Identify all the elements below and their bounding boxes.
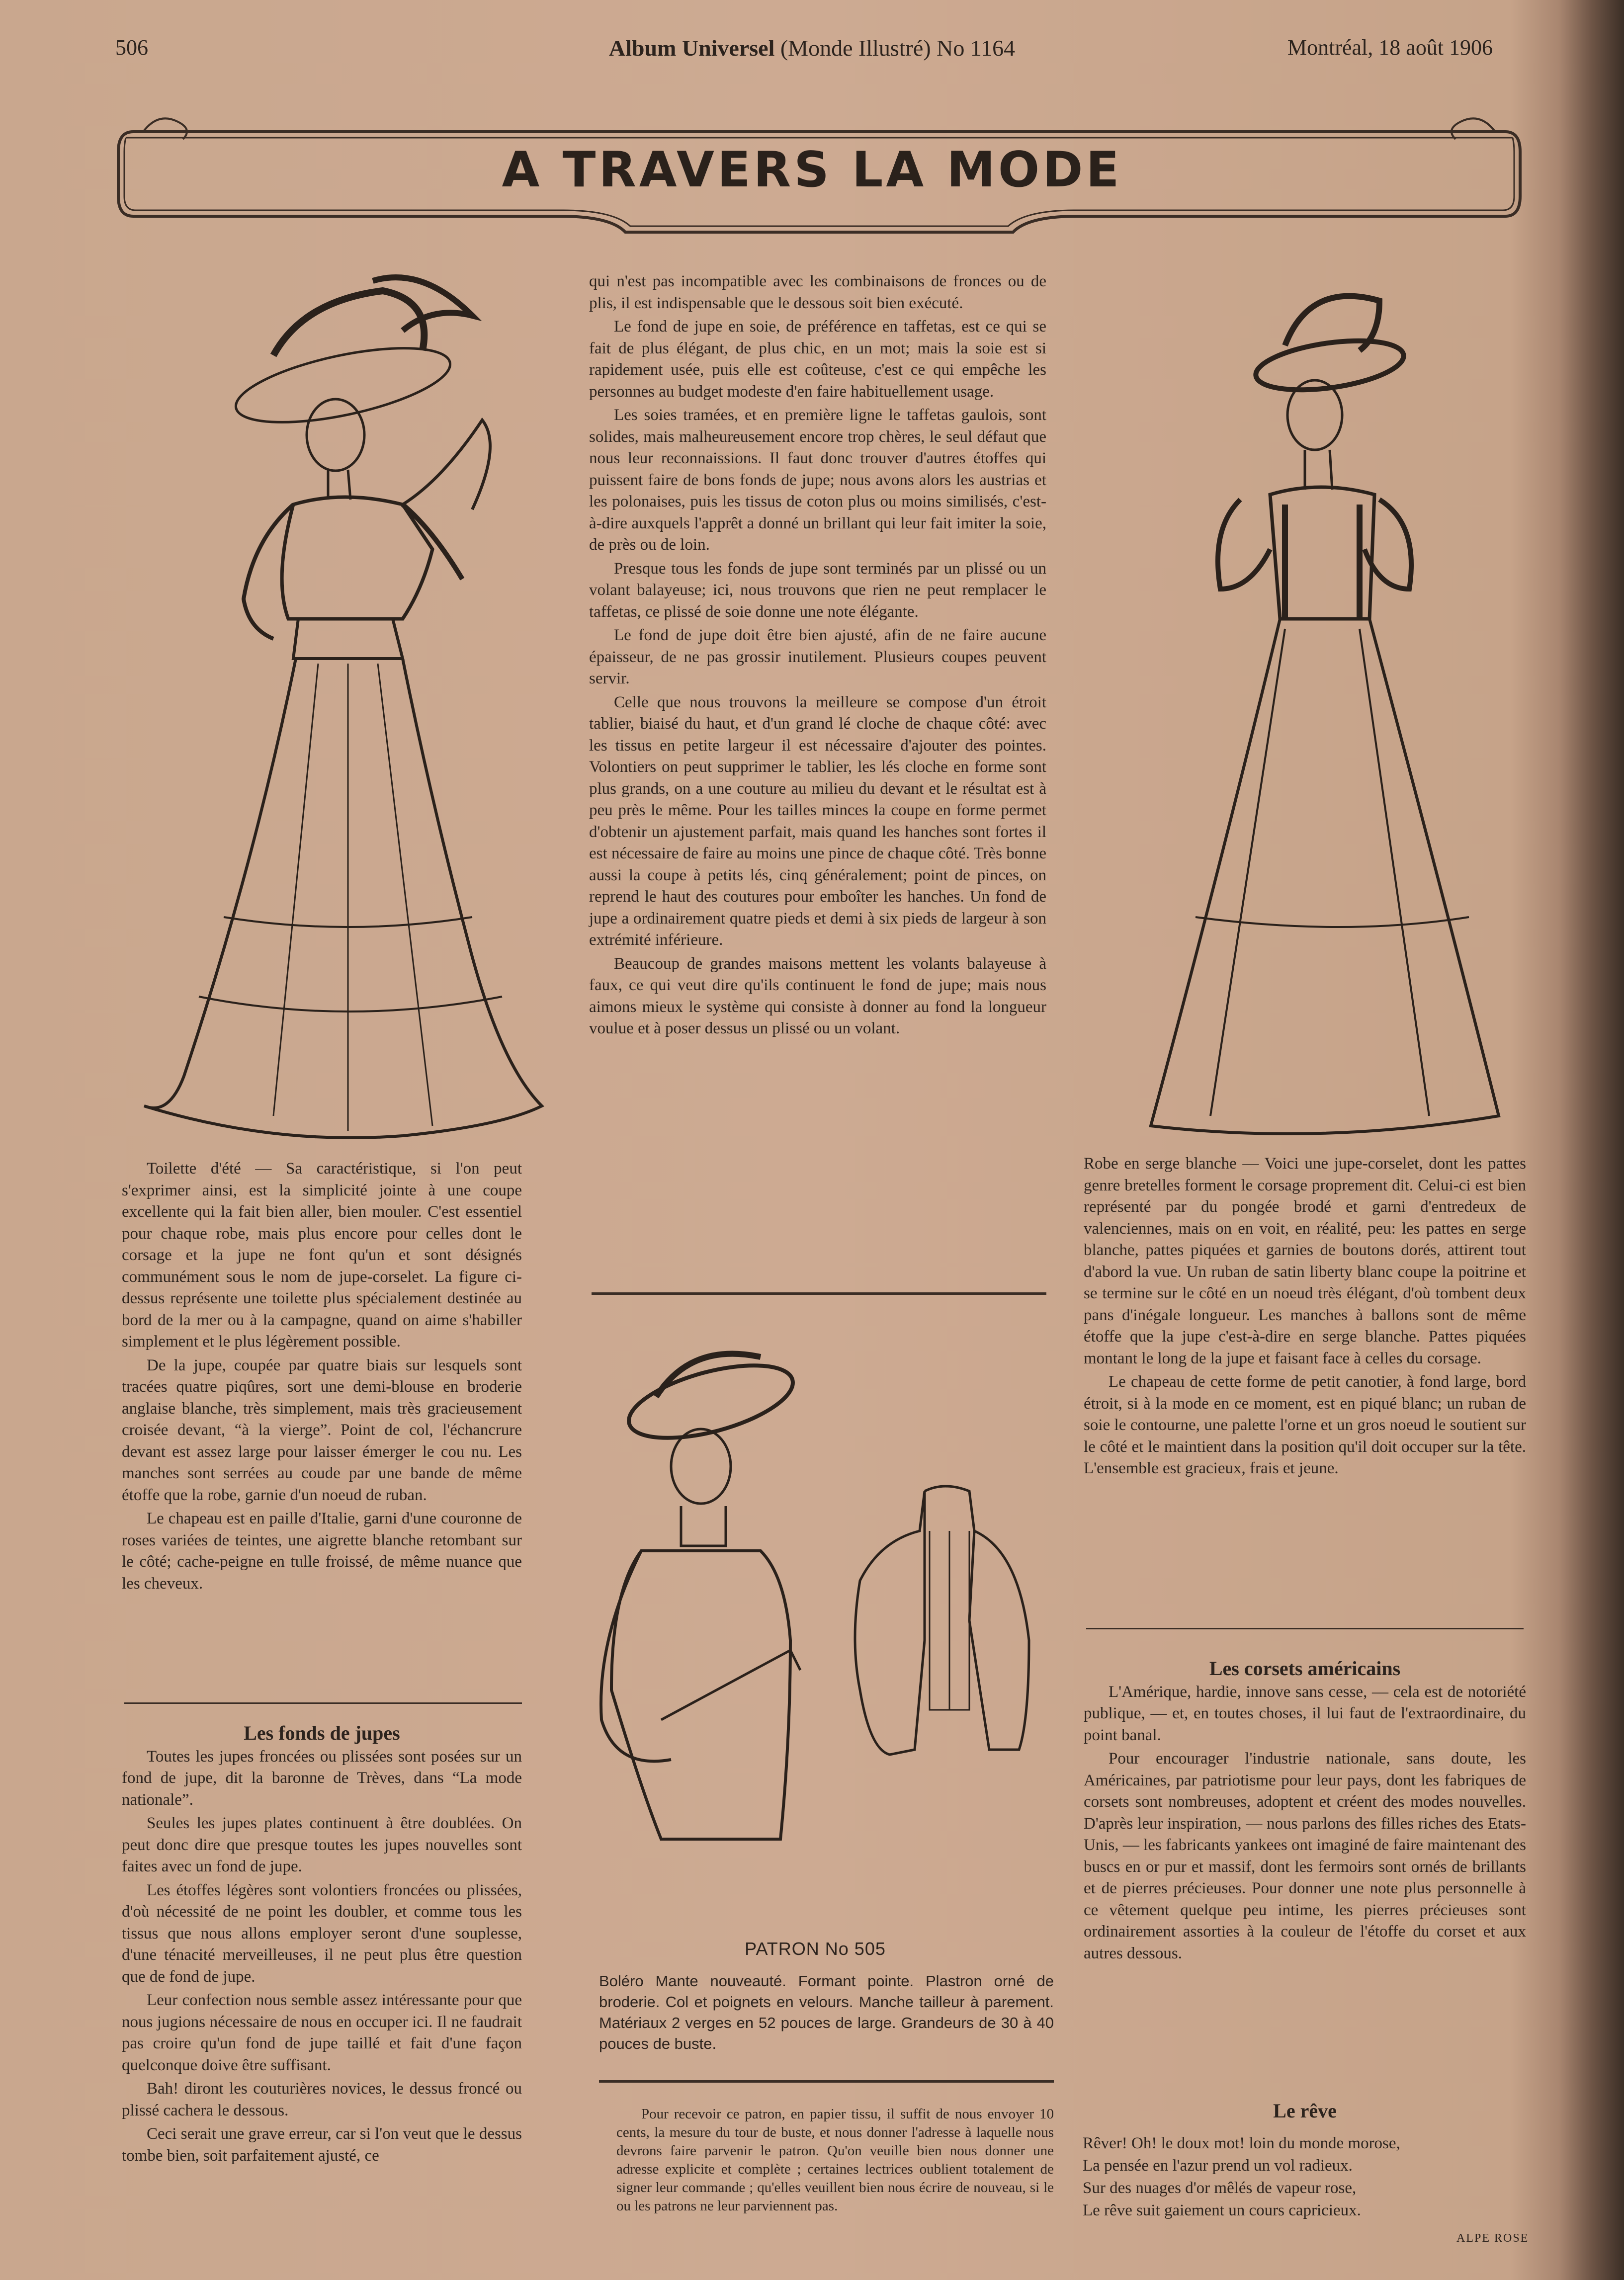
poem-line: La pensée en l'azur prend un vol radieux. — [1083, 2157, 1353, 2175]
paragraph: L'Amérique, hardie, innove sans cesse, — cela est de notoriété publique, — et, en toutes choses, il lui faut de l'extraordinaire, du point banal. — [1084, 1683, 1526, 1744]
page-title: A TRAVERS LA MODE — [502, 142, 1122, 198]
section-heading: Les fonds de jupes — [244, 1722, 400, 1744]
pattern-caption: PATRON No 505 — [745, 1939, 886, 1959]
column-right-caption — [1084, 1153, 1526, 1482]
pattern-description: Boléro Mante nouveauté. Formant pointe. Plastron orné de broderie. Col et poignets en velours. Manche tailleur à parement. Matériaux 2 verges en 52 pouces de large. Grandeurs de 30 à 40 pouces de buste. — [599, 1972, 1054, 2052]
poem-line: Le rêve suit gaiement un cours capricieux. — [1083, 2201, 1361, 2219]
poem-line: Sur des nuages d'or mêlés de vapeur rose, — [1083, 2179, 1357, 2197]
paragraph: Le fond de jupe en soie, de préférence en taffetas, est ce qui se fait de plus élégant, de plus chic, en un mot; mais la soie est si rapidement usée, puis elle est coûteuse, c'est ce qui empêche les personnes au budget modeste d'en faire habituellement usage. — [589, 318, 1046, 401]
poem — [1083, 2132, 1515, 2222]
fashion-illustration-right — [1121, 271, 1529, 1146]
paragraph: Beaucoup de grandes maisons mettent les volants balayeuse à faux, ce qui veut dire qu'ils continuent le fond de jupe; mais nous aimons mieux le système qui consiste à donner au fond la longueur voulue et à poser dessus un plissé ou un volant. — [589, 954, 1046, 1037]
column-left-caption — [122, 1158, 522, 1597]
paragraph: Les étoffes légères sont volontiers froncées ou plissées, d'où nécessité de ne point les doubler, et comme tous les tissus que nous allons employer seront d'une souplesse, d'une ténacité merveilleuses, il ne peut plus être question que de fond de jupe. — [122, 1881, 522, 1986]
paragraph: Pour recevoir ce patron, en papier tissu, il suffit de nous envoyer 10 cents, la mesure du tour de buste, et nous donner l'adresse à laquelle nous devrons faire parvenir le patron. Qu'on veuille bien nous donner une adresse explicite et complète ; certaines lectrices oublient totalement de signer leur commande ; qu'elles veuillent bien nous écrire de nouveau, si le ou les patrons ne leur parviennent pas. — [616, 2106, 1054, 2214]
paragraph: Seules les jupes plates continuent à être doublées. On peut donc dire que presque toutes les jupes nouvelles sont faites avec un fond de jupe. — [122, 1814, 522, 1875]
column-left-article — [122, 1722, 522, 2169]
poem-signature: ALPE ROSE — [1456, 2232, 1529, 2245]
pattern-illustration — [582, 1342, 1059, 1929]
page-number: 506 — [115, 35, 148, 60]
poem-line: Rêver! Oh! le doux mot! loin du monde morose, — [1083, 2134, 1400, 2152]
paragraph: Toilette d'été — Sa caractéristique, si l'on peut s'exprimer ainsi, est la simplicité jointe à une coupe excellente qui la fait bien aller, bien mouler. C'est essentiel pour chaque robe, mais plus encore pour celles dont le corsage et la jupe ne font qu'un et sont désignés communément sous le nom de jupe-corselet. La figure ci-dessus représente une toilette plus spécialement destinée au bord de la mer ou à la campagne, quand on aime s'habiller simplement et le plus légèrement possible. — [122, 1160, 522, 1351]
paragraph: Leur confection nous semble assez intéressante pour que nous jugions nécessaire de nous en occuper ici. Il ne faudrait pas croire qu'un fond de jupe taillé et fait d'une façon quelconque doive être suffisant. — [122, 1991, 522, 2074]
column-divider — [1086, 1628, 1524, 1629]
publication-issue: (Monde Illustré) No 1164 — [774, 35, 1016, 61]
paragraph: Le chapeau de cette forme de petit canotier, à fond large, bord étroit, si à la mode en ce moment, est en piqué blanc; un ruban de soie le contourne, une palette l'orne et un gros noeud le soutient sur le côté et le maintient dans la position qu'il doit occuper sur la tête. L'ensemble est gracieux, frais et jeune. — [1084, 1373, 1526, 1477]
column-divider — [599, 2080, 1054, 2083]
paragraph: Bah! diront les couturières novices, le dessus froncé ou plissé cachera le dessous. — [122, 2080, 522, 2119]
poem-heading-block — [1084, 2100, 1526, 2122]
column-divider — [592, 1292, 1046, 1295]
paragraph: Presque tous les fonds de jupe sont terminés par un plissé ou un volant balayeuse; ici, nous trouvons que rien ne peut remplacer le taffetas, ce plissé de soie donne une note élégante. — [589, 559, 1046, 621]
issue-date: Montréal, 18 août 1906 — [1287, 35, 1493, 60]
paragraph: De la jupe, coupée par quatre biais sur lesquels sont tracées quatre piqûres, sort une demi-blouse en broderie anglaise blanche, très simplement, mais très gracieusement croisée devant, “à la vierge”. Point de col, l'échancrure devant est assez large pour laisser émerger le cou nu. Les manches sont serrées au coude par une bande de même étoffe que la robe, garnie d'un noeud de ruban. — [122, 1356, 522, 1504]
paragraph: Les soies tramées, et en première ligne le taffetas gaulois, sont solides, mais malheureusement encore trop chères, le seul défaut que nous leur reconnaissions. Il faut donc trouver d'autres étoffes qui puissent faire de bons fonds de jupe; nous avons alors les austrias et les polonaises, puis les tissus de coton plus ou moins similisés, c'est-à-dire auxquels l'apprêt a donné un brillant qui leur fait imiter la soie, de près ou de loin. — [589, 406, 1046, 554]
paragraph: qui n'est pas incompatible avec les combinaisons de fronces ou de plis, il est indispensable que le dessous soit bien exécuté. — [589, 272, 1046, 312]
fashion-illustration-left — [124, 271, 562, 1146]
paragraph: Robe en serge blanche — Voici une jupe-corselet, dont les pattes genre bretelles forment le corsage proprement dit. Celui-ci est bien représenté par du pongée brodé et garni d'entredeux de valenciennes, mais on en voit, en réalité, peu: les pattes en serge blanche, pattes piquées et garnies de boutons dorés, attirent tout d'abord la vue. Un ruban de satin liberty blanc coupe la poitrine et se termine sur le côté en un noeud très élégant, d'où tombent deux pans d'inégale longueur. Les manches à ballons sont de même étoffe que la jupe c'est-à-dire en serge blanche. Pattes piquées montant le long de la jupe et faisant face à celles du corsage. — [1084, 1155, 1526, 1367]
section-heading: Les corsets américains — [1209, 1657, 1401, 1680]
pattern-order-instructions — [616, 2105, 1054, 2215]
paragraph: Ceci serait une grave erreur, car si l'on veut que le dessus tombe bien, soit parfaitement ajusté, ce — [122, 2125, 522, 2165]
paragraph: Le fond de jupe doit être bien ajusté, afin de ne faire aucune épaisseur, de ne pas grossir inutilement. Plusieurs coupes peuvent servir. — [589, 626, 1046, 687]
paragraph: Toutes les jupes froncées ou plissées sont posées sur un fond de jupe, dit la baronne de Trèves, dans “La mode nationale”. — [122, 1747, 522, 1809]
paragraph: Pour encourager l'industrie nationale, sans doute, les Américaines, par patriotisme pour leur pays, dont les fabriques de corsets sont nombreuses, adoptent et créent des modes nouvelles. D'après leur inspiration, — nous parlons des filles riches des Etats-Unis, — les fabricants yankees ont imaginé de faire maintenant des buscs en or pur et massif, dont les fermoirs sont ornés de brillants et de pierres précieuses. Pour donner une note plus personnelle à ce vêtement quelque peu intime, les pierres précieuses sont ordinairement assorties à la couleur de l'étoffe du corset et aux autres dessous. — [1084, 1750, 1526, 1962]
column-divider — [124, 1702, 522, 1704]
paragraph: Celle que nous trouvons la meilleure se compose d'un étroit tablier, biaisé du haut, et d'un grand lé cloche de chaque côté: avec les tissus en petite largeur il est nécessaire d'ajouter des pointes. Volontiers on peut supprimer le tablier, les lés cloche en forme sont plus grands, on a une couture au milieu du devant et le résultat est à peu près le même. Pour les tailles minces la coupe en forme permet d'obtenir un ajustement parfait, mais quand les hanches sont fortes il est nécessaire de faire au moins une pince de chaque côté. Très bonne aussi la coupe à petits lés, cinq généralement; point de pinces, on reprend le haut des coutures pour emboîter les hanches. Un fond de jupe a ordinairement quatre pieds et demi à six pieds de largeur à son extrémité inférieure. — [589, 693, 1046, 949]
poem-title: Le rêve — [1273, 2100, 1337, 2122]
paragraph: Le chapeau est en paille d'Italie, garni d'une couronne de roses variées de teintes, une aigrette blanche retombant sur le côté; cache-peigne en tulle froissé, de même nuance que les cheveux. — [122, 1510, 522, 1593]
publication-name: Album Universel — [608, 35, 775, 61]
column-center-article — [589, 271, 1046, 1042]
column-right-article — [1084, 1658, 1526, 1966]
